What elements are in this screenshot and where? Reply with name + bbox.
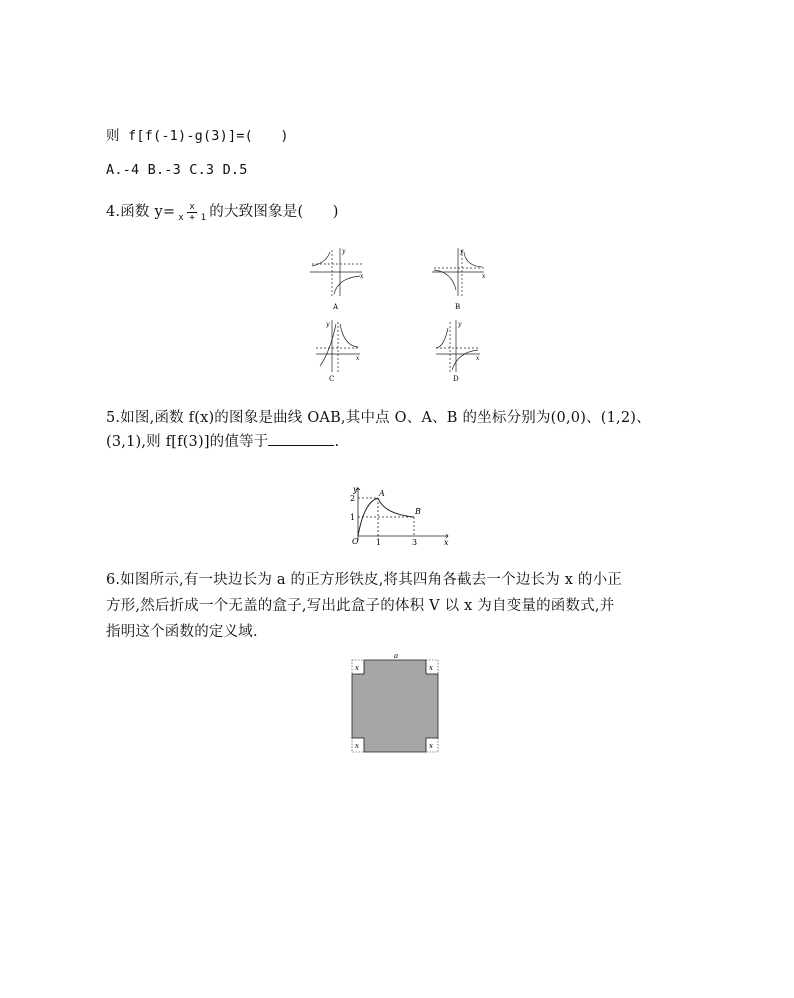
q5-graph (338, 484, 452, 546)
side-label: a (394, 652, 399, 660)
q6-line2: 方形,然后折成一个无盖的盒子,写出此盒子的体积 V 以 x 为自变量的函数式,并 (106, 598, 615, 614)
graph-a-caption: A (333, 303, 339, 311)
q6-square-figure (346, 652, 446, 756)
q4-suffix: 的大致图象是( ) (209, 204, 339, 220)
graph-c-x-label: x (356, 355, 360, 362)
q4-stem (106, 200, 339, 223)
q4-graph-b (428, 244, 490, 312)
q4-frac-den: x + 1 (178, 212, 207, 223)
q5-y-tick-2: 2 (350, 494, 356, 503)
corner-label-bl: x (355, 742, 359, 750)
q4-prefix: 4.函数 y= (106, 204, 176, 220)
q5-y-tick-1: 1 (350, 513, 356, 522)
corner-label-tl: x (355, 664, 359, 672)
graph-d-y-label: y (458, 321, 462, 328)
q3-tail: 则 f[f(-1)-g(3)]=( ) (106, 128, 289, 144)
q5-line2-text: (3,1),则 f[f(3)]的值等于 (106, 434, 269, 450)
q4-fraction (176, 202, 208, 223)
corner-label-br: x (429, 742, 433, 750)
graph-b-y-label: y (460, 248, 464, 255)
q5-x-label: x (444, 538, 449, 546)
q4-graph-c (312, 318, 364, 384)
graph-d-x-label: x (476, 355, 480, 362)
q5-point-a-label: A (379, 489, 385, 498)
graph-b-x-label: x (482, 273, 486, 280)
graph-a-y-label: y (342, 248, 346, 255)
q5-line1: 5.如图,函数 f(x)的图象是曲线 OAB,其中点 O、A、B 的坐标分别为(0,0)、(1,2)、 (106, 410, 651, 426)
q6-line1: 6.如图所示,有一块边长为 a 的正方形铁皮,将其四角各截去一个边长为 x 的小正 (106, 572, 623, 588)
q4-graph-a (306, 244, 368, 312)
q5-line2-end: . (334, 434, 340, 450)
q4-graph-d (432, 318, 484, 384)
graph-c-y-label: y (326, 321, 330, 328)
q4-frac-num: x (189, 201, 196, 212)
corner-label-tr: x (429, 664, 433, 672)
graph-d-caption: D (453, 375, 459, 383)
q6-line3: 指明这个函数的定义域. (106, 624, 258, 640)
q5-x-tick-1: 1 (376, 538, 382, 546)
graph-c-caption: C (329, 375, 335, 383)
q3-options: A.-4 B.-3 C.3 D.5 (106, 162, 248, 178)
shaded-sheet (352, 660, 438, 752)
q5-x-tick-3: 3 (412, 538, 418, 546)
q5-point-b-label: B (415, 507, 421, 516)
graph-a-x-label: x (360, 273, 364, 280)
q5-origin-label: O (352, 537, 359, 546)
answer-blank[interactable] (268, 433, 334, 446)
q5-line2 (106, 430, 339, 451)
graph-b-caption: B (455, 303, 461, 311)
q5-y-label: y (353, 485, 358, 494)
